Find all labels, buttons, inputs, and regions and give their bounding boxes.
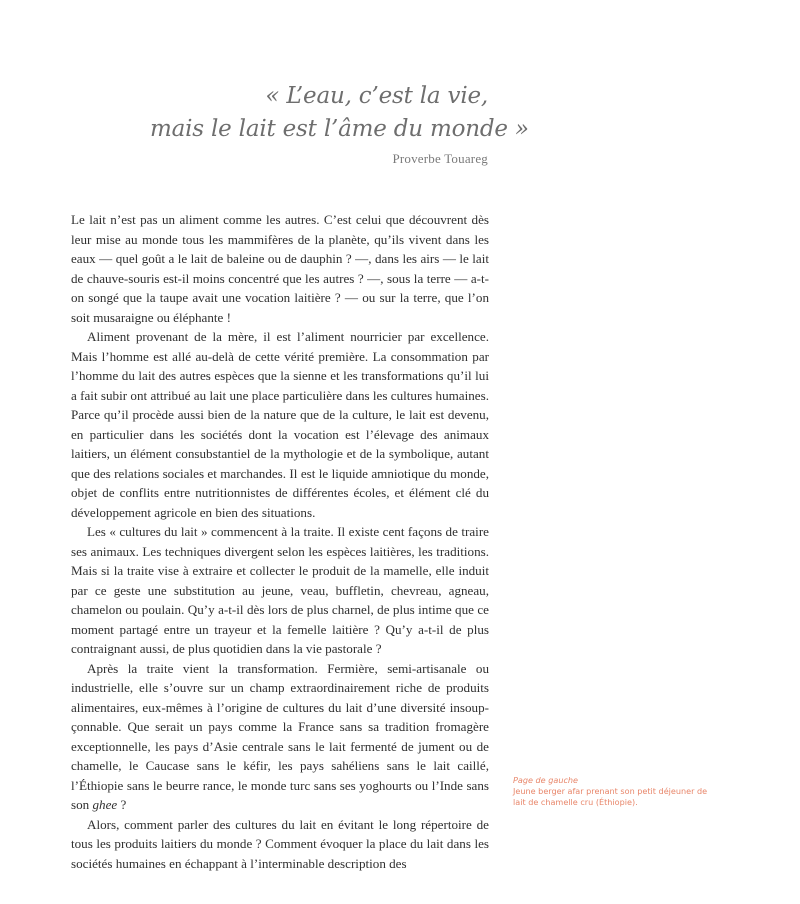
caption-title: Page de gauche [513, 775, 579, 785]
paragraph-4-italic-term: ghee [92, 797, 118, 812]
body-text [71, 210, 489, 873]
paragraph-1: Le lait n’est pas un aliment comme les autres. C’est celui que découvrent dès leur mise au monde tous les mammifères de la planète, qu’ils vivent dans les eaux — quel goût a le lait de baleine ou de dauphin ? —, dans les airs — le lait de chauve-souris est-il moins concentré que les autres ? —, sous la terre — a-t-on songé que la taupe avait une vocation laitière ? — ou sur la terre, que l’on soit musaraigne ou éléphante ! [71, 212, 489, 325]
epigraph-quote-line-2: mais le lait est l’âme du monde » [150, 116, 529, 142]
epigraph-quote [150, 80, 529, 146]
paragraph-4-text: Après la traite vient la transformation. Fermière, semi-artisanale ou industrielle, elle s’ouvre sur un champ extraordinairement riche de produits alimentaires, eux-mêmes à l’origine de cultures du lait d’une diversité insoupçonnable. Que serait un pays comme la France sans sa tradition fromagère exceptionnelle, les pays d’Asie centrale sans le lait fermenté de jument ou de chamelle, le Caucase sans le kéfir, les pays sahéliens sans le lait caillé, l’Éthiopie sans le beurre rance, le monde turc sans ses yoghourts ou l’Inde sans son [71, 660, 489, 812]
caption-text: Jeune berger afar prenant son petit déjeuner de lait de chamelle cru (Éthiopie). [513, 786, 708, 808]
paragraph-4 [71, 659, 489, 815]
photo-caption [513, 775, 713, 809]
paragraph-5: Alors, comment parler des cultures du lait en évitant le long répertoire de tous les produits laitiers du monde ? Comment évoquer la place du lait dans les sociétés humaines en échappant à l’interminable description des [71, 816, 489, 871]
paragraph-2: Aliment provenant de la mère, il est l’aliment nourricier par excellence. Mais l’homme est allé au-delà de cette vérité première. La consommation par l’homme du lait des autres espèces que la sienne et les transformations qu’il lui a fait subir ont attribué au lait une place particulière dans les cultures humaines. Parce qu’il procède aussi bien de la nature que de la culture, le lait est devenu, en particulier dans les sociétés dont la vocation est l’élevage des animaux laitiers, un élément consubstantiel de la mythologie et de la symbolique, autant que des relations sociales et marchandes. Il est le liquide amniotique du monde, objet de conflits entre nutritionnistes de différentes écoles, et élément clé du développement agricole en bien des situations. [71, 329, 489, 520]
paragraph-3: Les « cultures du lait » commencent à la traite. Il existe cent façons de traire ses animaux. Les techniques divergent selon les espèces laitières, les traditions. Mais si la traite vise à extraire et collecter le produit de la mamelle, elle induit par ce geste une substitution au jeune, veau, buffletin, chevreau, agneau, chamelon ou poulain. Qu’y a-t-il dès lors de plus charnel, de plus intime que ce moment partagé entre un trayeur et la femelle laitière ? Qu’y a-t-il de plus contraignant aussi, de plus quotidien dans la vie pastorale ? [71, 524, 489, 656]
epigraph-quote-line-1: « L’eau, c’est la vie, [265, 83, 488, 109]
epigraph-attribution: Proverbe Touareg [392, 151, 488, 166]
paragraph-4-end: ? [117, 797, 127, 812]
